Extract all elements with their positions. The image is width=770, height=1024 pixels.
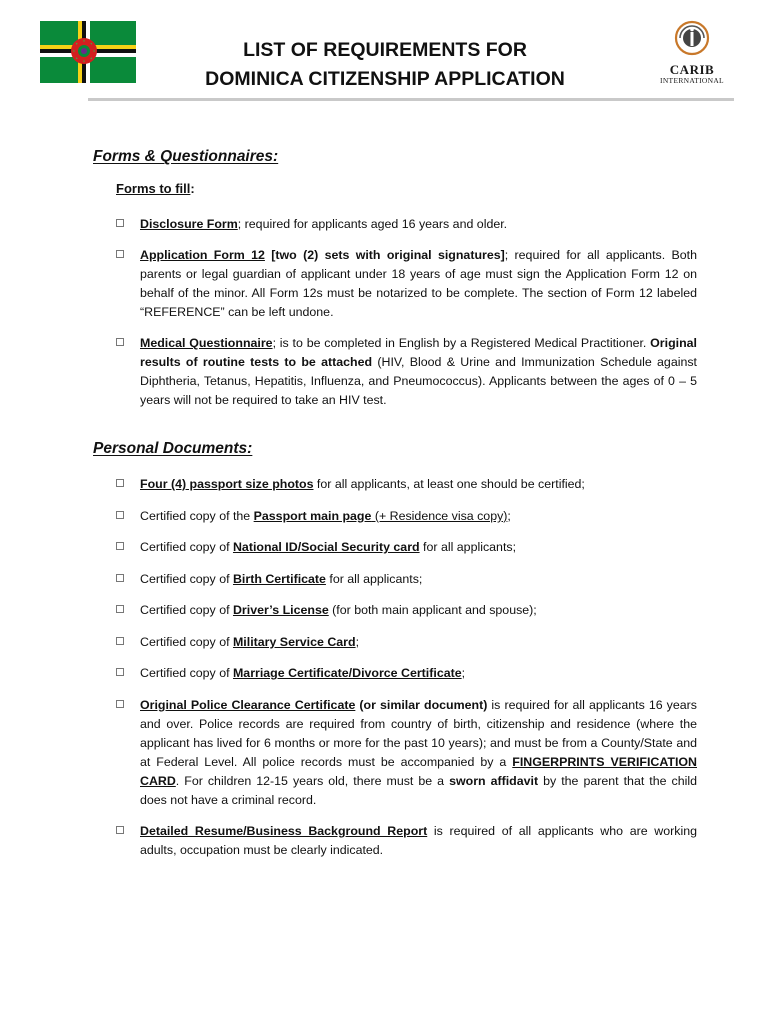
item-suffix: ; (355, 635, 360, 649)
personal-section-heading: Personal Documents: (93, 440, 253, 457)
item-doc-name: Marriage Certificate/Divorce Certificate (232, 666, 462, 680)
checkbox-icon[interactable] (116, 542, 124, 550)
dominica-flag-icon (40, 21, 136, 83)
checkbox-icon[interactable] (116, 826, 124, 834)
item-text (140, 570, 697, 589)
item-text (140, 246, 697, 322)
item-emphasis-2: FINGERPRINTS VERIFICATION CARD (140, 755, 697, 788)
list-item (116, 664, 697, 683)
checkbox-icon[interactable] (116, 668, 124, 676)
list-item (116, 822, 697, 860)
item-description-3: by the parent that the child does not have a criminal record. (140, 774, 698, 807)
list-item (116, 538, 697, 557)
item-suffix: ; (507, 509, 511, 523)
forms-subheading (116, 181, 195, 196)
list-item (116, 475, 697, 494)
item-emphasis-3: sworn affidavit (449, 774, 539, 788)
checkbox-icon[interactable] (116, 637, 124, 645)
checkbox-icon[interactable] (116, 338, 124, 346)
item-doc-name: Birth Certificate (232, 572, 326, 586)
list-item (116, 246, 697, 322)
list-item (116, 601, 697, 620)
item-doc-name: Driver’s License (232, 603, 329, 617)
carib-emblem-icon (672, 20, 712, 56)
item-description: ; required for all applicants. Both parents or legal guardian of applicant under 18 years of age must sign the Application Form 12 on behalf of the minor. All Form 12s must be notarized to be complete. The section of Form 12 labeled “REFERENCE” can be left undone. (140, 248, 697, 319)
title-line-1: LIST OF REQUIREMENTS FOR (243, 39, 527, 61)
carib-logo (652, 20, 732, 88)
item-prefix: Certified copy of (140, 603, 233, 617)
item-description: is required for all applicants 16 years and over. Police records are required from country of birth, citizenship and residence (where the applicant has lived for 6 months or more for the past 10 years); and must be from a County/State and at Federal Level. All police records must be accompanied by a (140, 698, 697, 769)
item-prefix: Certified copy of (140, 666, 233, 680)
item-text (140, 215, 697, 234)
item-text (140, 601, 697, 620)
checkbox-icon[interactable] (116, 574, 124, 582)
item-text (140, 538, 697, 557)
item-note: (+ Residence visa copy) (371, 509, 508, 523)
list-item (116, 633, 697, 652)
item-prefix: Certified copy of (140, 572, 233, 586)
item-prefix: Certified copy of (140, 635, 233, 649)
item-text (140, 507, 697, 526)
list-item (116, 507, 697, 526)
item-emphasis: [two (2) sets with original signatures] (264, 248, 505, 262)
item-description-2: . For children 12-15 years old, there must be a (175, 774, 450, 788)
item-description: ; required for applicants aged 16 years and older. (237, 217, 508, 231)
item-prefix: Certified copy of (140, 540, 233, 554)
item-text (140, 334, 697, 410)
item-description: is required of all applicants who are working adults, occupation must be clearly indicated. (140, 824, 698, 857)
list-item (116, 570, 697, 589)
logo-main-text: CARIB (669, 62, 715, 77)
item-doc-name: Four (4) passport size photos (140, 477, 314, 491)
item-prefix: Certified copy of the (140, 509, 254, 523)
item-doc-name: Application Form 12 (140, 248, 265, 262)
item-suffix: for all applicants; (325, 572, 423, 586)
item-doc-name: Passport main page (253, 509, 372, 523)
item-doc-name: Military Service Card (232, 635, 356, 649)
list-item (116, 696, 697, 810)
checkbox-icon[interactable] (116, 219, 124, 227)
item-description: for all applicants, at least one should be certified; (313, 477, 585, 491)
logo-sub-text: INTERNATIONAL (660, 76, 724, 85)
title-line-2: DOMINICA CITIZENSHIP APPLICATION (205, 68, 565, 90)
item-suffix: ; (461, 666, 466, 680)
item-doc-name: National ID/Social Security card (232, 540, 420, 554)
item-text (140, 633, 697, 652)
item-emphasis: Original results of routine tests to be attached (140, 336, 697, 369)
header-divider (88, 98, 734, 101)
checkbox-icon[interactable] (116, 605, 124, 613)
item-description-2: (HIV, Blood & Urine and Immunization Schedule against Diphtheria, Tetanus, Hepatitis, Influenza, and Pneumococcus). Applicants between the ages of 0 – 5 years will not be required to take an HIV test. (140, 355, 697, 407)
checkbox-icon[interactable] (116, 479, 124, 487)
list-item (116, 334, 697, 410)
item-text (140, 822, 697, 860)
page-title (140, 36, 630, 94)
list-item (116, 215, 697, 234)
item-suffix: (for both main applicant and spouse); (328, 603, 537, 617)
item-text (140, 475, 697, 494)
forms-subheading-colon: : (190, 181, 195, 196)
item-doc-name: Original Police Clearance Certificate (140, 698, 356, 712)
item-suffix: for all applicants; (419, 540, 517, 554)
checkbox-icon[interactable] (116, 700, 124, 708)
item-text (140, 664, 697, 683)
item-description: ; is to be completed in English by a Registered Medical Practitioner. (272, 336, 651, 350)
item-doc-name: Medical Questionnaire (140, 336, 273, 350)
item-doc-name: Detailed Resume/Business Background Report (140, 824, 428, 838)
forms-subheading-label: Forms to fill (116, 181, 191, 196)
checkbox-icon[interactable] (116, 511, 124, 519)
checkbox-icon[interactable] (116, 250, 124, 258)
item-doc-name: Disclosure Form (140, 217, 238, 231)
item-text (140, 696, 697, 810)
item-emphasis: (or similar document) (355, 698, 488, 712)
forms-section-heading: Forms & Questionnaires: (93, 148, 279, 165)
